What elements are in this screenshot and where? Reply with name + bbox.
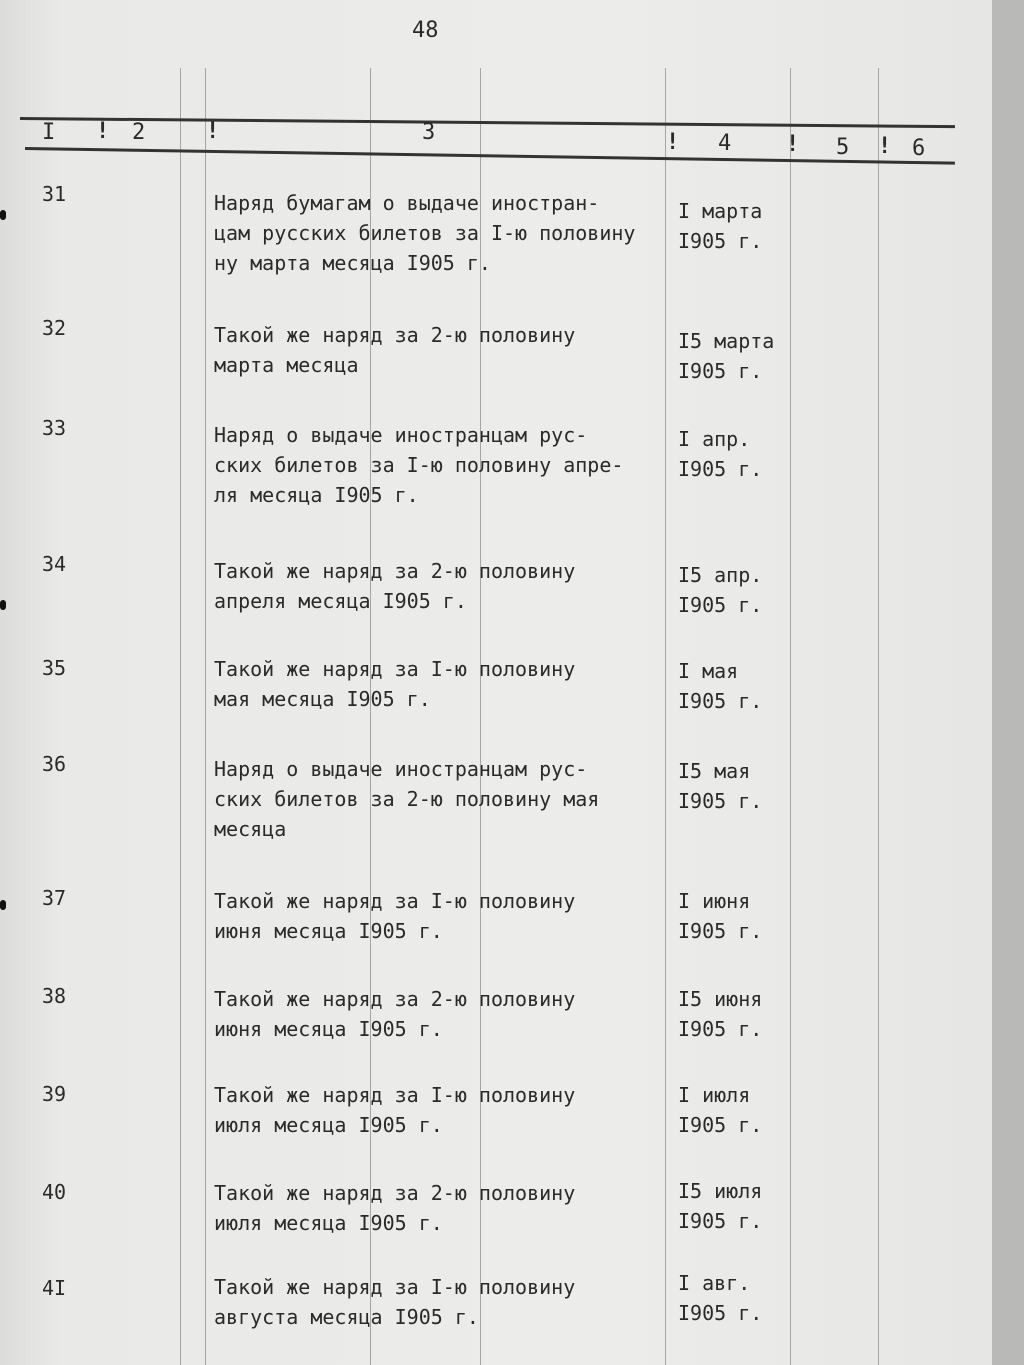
row-description: Такой же наряд за I-ю половину мая месяца I905 г. <box>214 657 576 711</box>
punch-hole <box>0 900 6 910</box>
page-edge-shadow <box>992 0 1024 1365</box>
row-number: 40 <box>42 1180 67 1204</box>
row-date: I июля I905 г. <box>678 1083 763 1137</box>
row-date: I апр. I905 г. <box>678 427 763 481</box>
header-col-6: 6 <box>912 136 926 161</box>
row-number: 38 <box>42 984 67 1008</box>
header-col-2: 2 <box>132 120 146 145</box>
row-number: 36 <box>42 752 67 776</box>
row-date: I5 июня I905 г. <box>678 987 763 1041</box>
column-rule <box>878 68 879 1365</box>
row-number: 37 <box>42 886 67 910</box>
row-date: I5 июля I905 г. <box>678 1179 763 1233</box>
header-separator: ! <box>96 119 110 144</box>
row-description: Такой же наряд за 2-ю половину апреля месяца I905 г. <box>214 559 576 613</box>
row-description: Наряд бумагам о выдаче иностран- цам русских билетов за I-ю половину ну марта месяца I905 г. <box>214 191 636 275</box>
punch-hole <box>0 210 6 220</box>
row-number: 4I <box>42 1276 67 1300</box>
punch-hole <box>0 600 6 610</box>
row-description: Наряд о выдаче иностранцам рус- ских билетов за 2-ю половину мая месяца <box>214 757 600 841</box>
row-number: 32 <box>42 316 67 340</box>
row-number: 33 <box>42 416 67 440</box>
row-date: I5 мая I905 г. <box>678 759 763 813</box>
row-date: I мая I905 г. <box>678 659 763 713</box>
row-description: Такой же наряд за I-ю половину июня месяца I905 г. <box>214 889 576 943</box>
header-col-3: 3 <box>422 120 436 145</box>
row-number: 35 <box>42 656 67 680</box>
row-date: I марта I905 г. <box>678 199 763 253</box>
row-description: Наряд о выдаче иностранцам рус- ских билетов за I-ю половину апре- ля месяца I905 г. <box>214 423 624 507</box>
header-top-rule <box>20 117 955 128</box>
column-rule <box>205 68 206 1365</box>
row-number: 39 <box>42 1082 67 1106</box>
column-rule <box>180 68 181 1365</box>
header-col-4: 4 <box>718 131 732 156</box>
header-separator: ! <box>666 130 680 155</box>
row-date: I июня I905 г. <box>678 889 763 943</box>
header-bottom-rule <box>25 147 955 165</box>
row-description: Такой же наряд за 2-ю половину июня месяца I905 г. <box>214 987 576 1041</box>
row-date: I5 марта I905 г. <box>678 329 775 383</box>
header-separator: ! <box>786 132 800 157</box>
header-col-1: I <box>42 120 56 145</box>
row-number: 31 <box>42 182 67 206</box>
header-col-5: 5 <box>836 135 850 160</box>
row-number: 34 <box>42 552 67 576</box>
row-description: Такой же наряд за I-ю половину августа месяца I905 г. <box>214 1275 576 1329</box>
row-description: Такой же наряд за 2-ю половину июля месяца I905 г. <box>214 1181 576 1235</box>
column-rule <box>790 68 791 1365</box>
row-description: Такой же наряд за I-ю половину июля месяца I905 г. <box>214 1083 576 1137</box>
row-date: I5 апр. I905 г. <box>678 563 763 617</box>
header-separator: ! <box>206 119 220 144</box>
row-date: I авг. I905 г. <box>678 1271 763 1325</box>
row-description: Такой же наряд за 2-ю половину марта месяца <box>214 323 576 377</box>
page-number: 48 <box>412 18 439 43</box>
header-separator: ! <box>878 134 892 159</box>
